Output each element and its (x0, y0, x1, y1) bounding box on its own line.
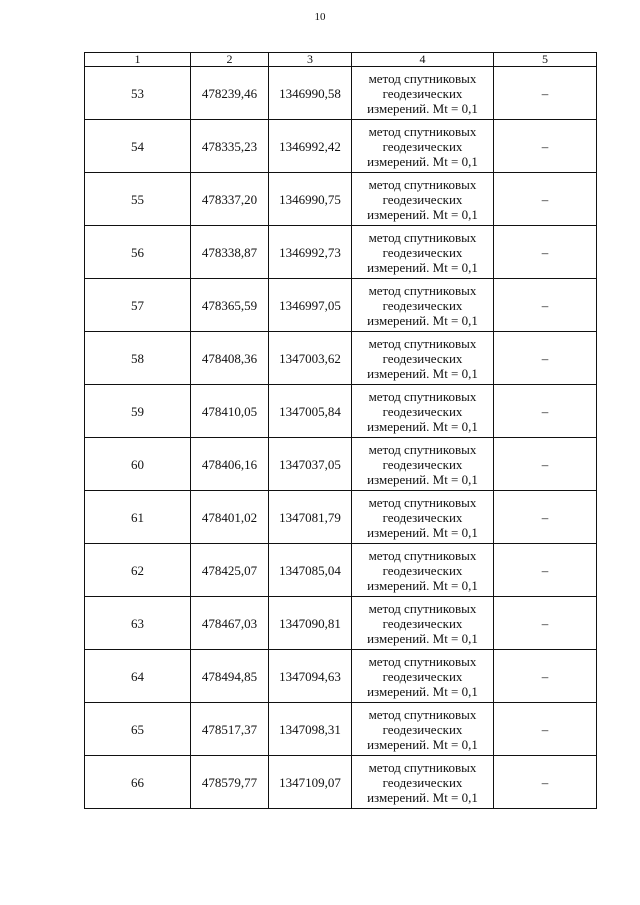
page-number: 10 (314, 11, 326, 23)
method-text-line: геодезических (382, 85, 463, 101)
table-body (85, 53, 597, 809)
method-text-line: метод спутниковых (368, 441, 477, 457)
method-text-line: измерений. Mt = 0,1 (367, 100, 478, 116)
point-number-cell: 65 (85, 703, 191, 756)
column-header: 2 (191, 53, 269, 67)
x-coordinate-cell: 478337,20 (191, 173, 269, 226)
error-dash-cell: – (494, 756, 597, 809)
method-cell (352, 173, 494, 226)
point-number-cell: 55 (85, 173, 191, 226)
error-dash-cell: – (494, 173, 597, 226)
y-coordinate-cell: 1347085,04 (269, 544, 352, 597)
method-cell (352, 703, 494, 756)
error-dash-cell: – (494, 67, 597, 120)
table-row (85, 703, 597, 756)
x-coordinate-cell: 478410,05 (191, 385, 269, 438)
method-text-line: измерений. Mt = 0,1 (367, 683, 478, 699)
point-number-cell: 53 (85, 67, 191, 120)
error-dash-cell: – (494, 332, 597, 385)
table-row (85, 650, 597, 703)
method-text-line: метод спутниковых (368, 759, 477, 775)
x-coordinate-cell: 478408,36 (191, 332, 269, 385)
point-number-cell: 63 (85, 597, 191, 650)
y-coordinate-cell: 1346997,05 (269, 279, 352, 332)
method-text-line: геодезических (382, 350, 463, 366)
method-text-line: измерений. Mt = 0,1 (367, 206, 478, 222)
method-text-line: измерений. Mt = 0,1 (367, 259, 478, 275)
method-cell (352, 120, 494, 173)
error-dash-cell: – (494, 650, 597, 703)
y-coordinate-cell: 1346990,75 (269, 173, 352, 226)
y-coordinate-cell: 1346990,58 (269, 67, 352, 120)
method-text-line: измерений. Mt = 0,1 (367, 365, 478, 381)
x-coordinate-cell: 478517,37 (191, 703, 269, 756)
point-number-cell: 59 (85, 385, 191, 438)
method-cell (352, 491, 494, 544)
method-text-line: измерений. Mt = 0,1 (367, 418, 478, 434)
point-number-cell: 62 (85, 544, 191, 597)
method-cell (352, 756, 494, 809)
x-coordinate-cell: 478401,02 (191, 491, 269, 544)
method-text-line: измерений. Mt = 0,1 (367, 736, 478, 752)
method-text-line: геодезических (382, 615, 463, 631)
table-row (85, 491, 597, 544)
method-text-line: измерений. Mt = 0,1 (367, 153, 478, 169)
point-number-cell: 56 (85, 226, 191, 279)
y-coordinate-cell: 1346992,73 (269, 226, 352, 279)
method-text-line: измерений. Mt = 0,1 (367, 630, 478, 646)
method-cell (352, 650, 494, 703)
y-coordinate-cell: 1347005,84 (269, 385, 352, 438)
table-row (85, 385, 597, 438)
table-row (85, 173, 597, 226)
y-coordinate-cell: 1347037,05 (269, 438, 352, 491)
method-text-line: метод спутниковых (368, 547, 477, 563)
method-cell (352, 544, 494, 597)
table-row (85, 544, 597, 597)
method-text-line: метод спутниковых (368, 229, 477, 245)
table-row (85, 756, 597, 809)
method-text-line: метод спутниковых (368, 70, 477, 86)
error-dash-cell: – (494, 385, 597, 438)
point-number-cell: 64 (85, 650, 191, 703)
x-coordinate-cell: 478494,85 (191, 650, 269, 703)
y-coordinate-cell: 1347109,07 (269, 756, 352, 809)
method-cell (352, 385, 494, 438)
method-text-line: метод спутниковых (368, 176, 477, 192)
method-text-line: метод спутниковых (368, 388, 477, 404)
method-cell (352, 226, 494, 279)
column-header: 1 (85, 53, 191, 67)
table-row (85, 120, 597, 173)
method-cell (352, 279, 494, 332)
point-number-cell: 66 (85, 756, 191, 809)
x-coordinate-cell: 478406,16 (191, 438, 269, 491)
method-cell (352, 332, 494, 385)
method-text-line: метод спутниковых (368, 653, 477, 669)
point-number-cell: 61 (85, 491, 191, 544)
y-coordinate-cell: 1346992,42 (269, 120, 352, 173)
point-number-cell: 54 (85, 120, 191, 173)
method-text-line: геодезических (382, 191, 463, 207)
x-coordinate-cell: 478579,77 (191, 756, 269, 809)
error-dash-cell: – (494, 703, 597, 756)
column-header: 3 (269, 53, 352, 67)
point-number-cell: 58 (85, 332, 191, 385)
table-row (85, 332, 597, 385)
method-text-line: геодезических (382, 562, 463, 578)
x-coordinate-cell: 478467,03 (191, 597, 269, 650)
y-coordinate-cell: 1347003,62 (269, 332, 352, 385)
method-text-line: метод спутниковых (368, 706, 477, 722)
y-coordinate-cell: 1347098,31 (269, 703, 352, 756)
table-row (85, 279, 597, 332)
table-row (85, 597, 597, 650)
method-text-line: геодезических (382, 138, 463, 154)
point-number-cell: 60 (85, 438, 191, 491)
error-dash-cell: – (494, 279, 597, 332)
method-text-line: метод спутниковых (368, 600, 477, 616)
method-text-line: измерений. Mt = 0,1 (367, 577, 478, 593)
column-header: 4 (352, 53, 494, 67)
method-cell (352, 67, 494, 120)
method-text-line: метод спутниковых (368, 335, 477, 351)
x-coordinate-cell: 478425,07 (191, 544, 269, 597)
table-header-row (85, 53, 597, 67)
method-text-line: геодезических (382, 403, 463, 419)
error-dash-cell: – (494, 491, 597, 544)
error-dash-cell: – (494, 597, 597, 650)
method-text-line: измерений. Mt = 0,1 (367, 312, 478, 328)
error-dash-cell: – (494, 544, 597, 597)
method-text-line: метод спутниковых (368, 123, 477, 139)
method-text-line: геодезических (382, 774, 463, 790)
method-text-line: метод спутниковых (368, 282, 477, 298)
method-cell (352, 597, 494, 650)
method-text-line: измерений. Mt = 0,1 (367, 471, 478, 487)
table-row (85, 226, 597, 279)
method-text-line: метод спутниковых (368, 494, 477, 510)
column-header: 5 (494, 53, 597, 67)
method-text-line: измерений. Mt = 0,1 (367, 524, 478, 540)
error-dash-cell: – (494, 120, 597, 173)
method-text-line: геодезических (382, 509, 463, 525)
y-coordinate-cell: 1347090,81 (269, 597, 352, 650)
coordinates-table (84, 52, 597, 809)
method-text-line: геодезических (382, 721, 463, 737)
y-coordinate-cell: 1347081,79 (269, 491, 352, 544)
error-dash-cell: – (494, 226, 597, 279)
method-text-line: геодезических (382, 668, 463, 684)
table-row (85, 438, 597, 491)
method-text-line: геодезических (382, 244, 463, 260)
y-coordinate-cell: 1347094,63 (269, 650, 352, 703)
x-coordinate-cell: 478338,87 (191, 226, 269, 279)
method-text-line: геодезических (382, 456, 463, 472)
method-cell (352, 438, 494, 491)
error-dash-cell: – (494, 438, 597, 491)
point-number-cell: 57 (85, 279, 191, 332)
x-coordinate-cell: 478239,46 (191, 67, 269, 120)
x-coordinate-cell: 478365,59 (191, 279, 269, 332)
method-text-line: геодезических (382, 297, 463, 313)
table-row (85, 67, 597, 120)
x-coordinate-cell: 478335,23 (191, 120, 269, 173)
method-text-line: измерений. Mt = 0,1 (367, 789, 478, 805)
